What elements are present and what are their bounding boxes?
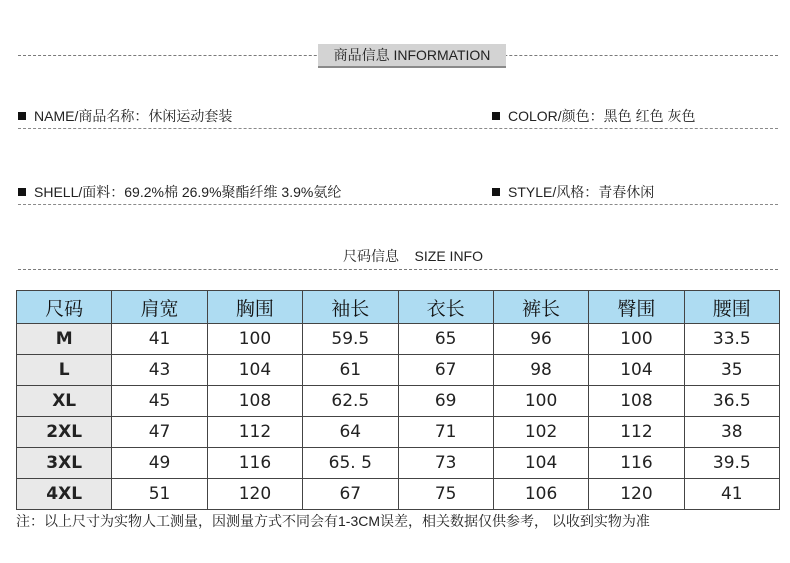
table-cell: 69 [398,386,493,417]
table-row [17,386,780,417]
size-table [16,290,780,510]
row-divider [18,204,778,205]
table-cell: 108 [207,386,302,417]
table-cell: 112 [589,417,684,448]
info-section-title: 商品信息 INFORMATION [318,44,506,66]
table-cell: 51 [112,479,207,510]
table-cell: 67 [303,479,398,510]
field-name [18,106,232,126]
header-cell: 尺码 [17,291,112,324]
size-label-cell: 3XL [17,448,112,479]
table-cell: 75 [398,479,493,510]
info-row-shell-style [18,182,778,206]
table-cell: 65. 5 [303,448,398,479]
header-cell: 肩宽 [112,291,207,324]
field-name-text: NAME/商品名称：休闲运动套装 [34,108,233,124]
table-cell: 67 [398,355,493,386]
info-section-header [18,44,778,68]
table-row [17,448,780,479]
table-row [17,479,780,510]
field-shell-text: SHELL/面料：69.2%棉 26.9%聚酯纤维 3.9%氨纶 [34,184,342,200]
header-cell: 衣长 [398,291,493,324]
bullet-square-icon [18,188,26,196]
size-table-header-row [17,291,780,324]
table-cell: 116 [207,448,302,479]
table-cell: 61 [303,355,398,386]
table-cell: 108 [589,386,684,417]
table-cell: 96 [493,324,588,355]
measurement-note: 注：以上尺寸为实物人工测量，因测量方式不同会有1-3CM误差，相关数据仅供参考， 以收到实物为准 [16,513,650,529]
table-cell: 106 [493,479,588,510]
size-label-cell: M [17,324,112,355]
size-section-header [18,245,778,269]
table-cell: 49 [112,448,207,479]
table-row [17,355,780,386]
table-cell: 116 [589,448,684,479]
info-row-name-color [18,106,778,130]
table-cell: 36.5 [684,386,779,417]
table-cell: 120 [589,479,684,510]
table-row [17,324,780,355]
table-cell: 104 [207,355,302,386]
table-cell: 64 [303,417,398,448]
table-cell: 71 [398,417,493,448]
field-style [492,182,654,202]
size-section-title: 尺码信息 SIZE INFO [308,245,518,267]
field-color [492,106,695,126]
table-cell: 43 [112,355,207,386]
table-cell: 35 [684,355,779,386]
table-cell: 100 [589,324,684,355]
table-cell: 38 [684,417,779,448]
table-row [17,417,780,448]
table-cell: 59.5 [303,324,398,355]
field-color-text: COLOR/颜色：黑色 红色 灰色 [508,108,696,124]
header-cell: 腰围 [684,291,779,324]
table-cell: 45 [112,386,207,417]
size-label-cell: 2XL [17,417,112,448]
header-cell: 袖长 [303,291,398,324]
info-title-underline [318,66,506,68]
table-cell: 104 [493,448,588,479]
table-cell: 104 [589,355,684,386]
field-shell [18,182,341,202]
table-cell: 98 [493,355,588,386]
header-cell: 臀围 [589,291,684,324]
table-cell: 100 [493,386,588,417]
table-cell: 112 [207,417,302,448]
header-cell: 裤长 [493,291,588,324]
bullet-square-icon [18,112,26,120]
table-cell: 33.5 [684,324,779,355]
table-cell: 65 [398,324,493,355]
field-style-text: STYLE/风格：青春休闲 [508,184,655,200]
size-label-cell: XL [17,386,112,417]
table-cell: 120 [207,479,302,510]
table-cell: 62.5 [303,386,398,417]
table-cell: 73 [398,448,493,479]
size-divider [18,269,778,270]
table-cell: 41 [684,479,779,510]
size-label-cell: 4XL [17,479,112,510]
table-cell: 47 [112,417,207,448]
table-cell: 102 [493,417,588,448]
header-cell: 胸围 [207,291,302,324]
table-cell: 39.5 [684,448,779,479]
table-cell: 41 [112,324,207,355]
size-label-cell: L [17,355,112,386]
table-cell: 100 [207,324,302,355]
row-divider [18,128,778,129]
bullet-square-icon [492,188,500,196]
bullet-square-icon [492,112,500,120]
